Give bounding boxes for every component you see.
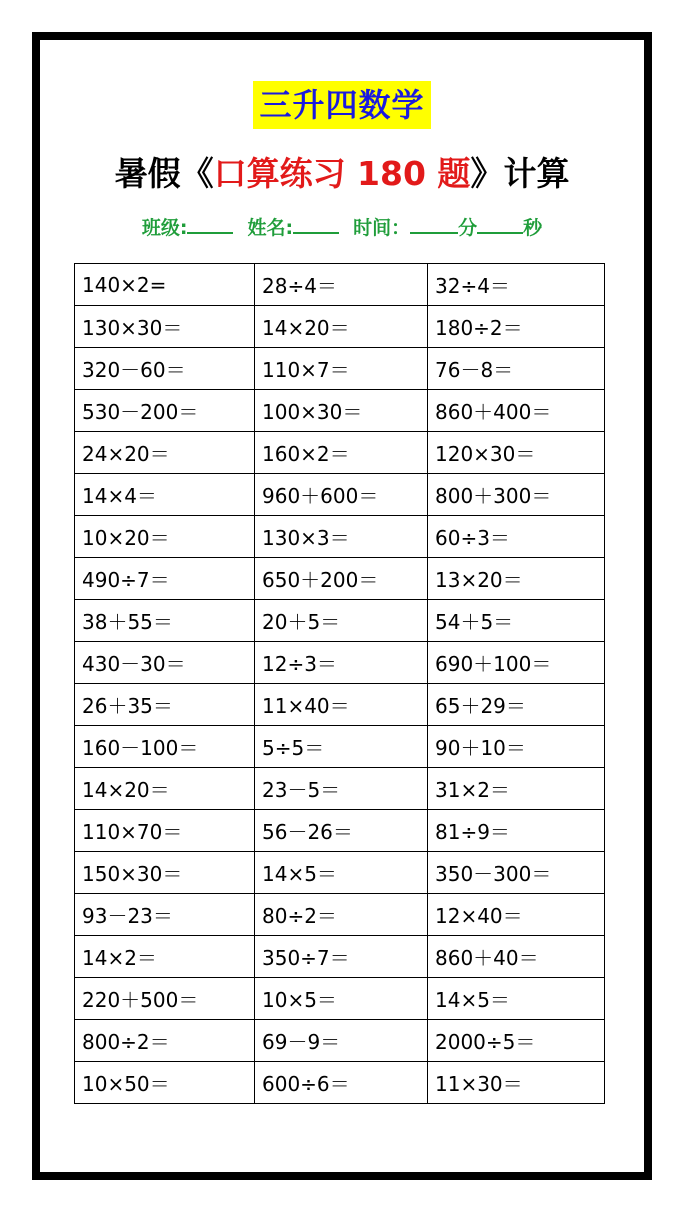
- class-label: 班级:: [141, 217, 188, 239]
- problem-cell: 56－26＝: [255, 810, 428, 852]
- table-row: [75, 390, 605, 432]
- problem-cell: 350÷7＝: [255, 936, 428, 978]
- minutes-blank: [410, 212, 458, 234]
- problem-cell: 650＋200＝: [255, 558, 428, 600]
- table-row: [75, 894, 605, 936]
- problem-cell: 54＋5＝: [428, 600, 605, 642]
- seconds-blank: [477, 212, 523, 234]
- problem-cell: 69－9＝: [255, 1020, 428, 1062]
- title-prefix: 暑假《: [114, 154, 214, 193]
- table-row: [75, 810, 605, 852]
- table-row: [75, 852, 605, 894]
- student-info-line: [40, 212, 644, 242]
- problem-cell: 76－8＝: [428, 348, 605, 390]
- table-row: [75, 516, 605, 558]
- problem-cell: 14×20＝: [75, 768, 255, 810]
- problem-cell: 5÷5＝: [255, 726, 428, 768]
- problem-cell: 32÷4＝: [428, 264, 605, 306]
- problem-cell: 10×5＝: [255, 978, 428, 1020]
- title-highlight: 口算练习 180 题: [213, 154, 471, 193]
- problem-cell: 150×30＝: [75, 852, 255, 894]
- worksheet-title: [40, 152, 644, 196]
- problem-cell: 28÷4＝: [255, 264, 428, 306]
- problem-cell: 24×20＝: [75, 432, 255, 474]
- problem-cell: 11×30＝: [428, 1062, 605, 1104]
- table-row: [75, 768, 605, 810]
- table-row: [75, 684, 605, 726]
- problem-cell: 11×40＝: [255, 684, 428, 726]
- problem-cell: 800＋300＝: [428, 474, 605, 516]
- problem-cell: 220＋500＝: [75, 978, 255, 1020]
- problem-cell: 130×3＝: [255, 516, 428, 558]
- table-row: [75, 978, 605, 1020]
- problem-cell: 120×30＝: [428, 432, 605, 474]
- table-row: [75, 600, 605, 642]
- problem-cell: 160－100＝: [75, 726, 255, 768]
- problem-cell: 10×50＝: [75, 1062, 255, 1104]
- problem-cell: 100×30＝: [255, 390, 428, 432]
- table-row: [75, 306, 605, 348]
- table-row: [75, 642, 605, 684]
- table-row: [75, 726, 605, 768]
- problem-cell: 81÷9＝: [428, 810, 605, 852]
- problem-cell: 130×30＝: [75, 306, 255, 348]
- problem-table-body: [75, 264, 605, 1104]
- problem-cell: 90＋10＝: [428, 726, 605, 768]
- problem-cell: 2000÷5＝: [428, 1020, 605, 1062]
- table-row: [75, 1020, 605, 1062]
- problem-cell: 860＋40＝: [428, 936, 605, 978]
- problem-cell: 60÷3＝: [428, 516, 605, 558]
- problem-cell: 800÷2＝: [75, 1020, 255, 1062]
- problem-cell: 14×20＝: [255, 306, 428, 348]
- problem-table: [74, 263, 605, 1104]
- problem-cell: 690＋100＝: [428, 642, 605, 684]
- problem-cell: 10×20＝: [75, 516, 255, 558]
- problem-cell: 860＋400＝: [428, 390, 605, 432]
- problem-cell: 14×2＝: [75, 936, 255, 978]
- title-suffix: 》计算: [470, 154, 570, 193]
- table-row: [75, 558, 605, 600]
- problem-cell: 110×70＝: [75, 810, 255, 852]
- problem-cell: 80÷2＝: [255, 894, 428, 936]
- problem-cell: 23－5＝: [255, 768, 428, 810]
- problem-cell: 490÷7＝: [75, 558, 255, 600]
- problem-cell: 93－23＝: [75, 894, 255, 936]
- table-row: [75, 264, 605, 306]
- problem-cell: 12÷3＝: [255, 642, 428, 684]
- problem-cell: 180÷2＝: [428, 306, 605, 348]
- seconds-label: 秒: [523, 217, 543, 239]
- problem-cell: 38＋55＝: [75, 600, 255, 642]
- time-label: 时间：: [353, 217, 411, 239]
- name-label: 姓名:: [247, 217, 294, 239]
- problem-cell: 13×20＝: [428, 558, 605, 600]
- problem-cell: 14×4＝: [75, 474, 255, 516]
- problem-cell: 14×5＝: [255, 852, 428, 894]
- problem-cell: 530－200＝: [75, 390, 255, 432]
- table-row: [75, 936, 605, 978]
- grade-badge: 三升四数学: [253, 81, 430, 129]
- table-row: [75, 432, 605, 474]
- problem-cell: 12×40＝: [428, 894, 605, 936]
- problem-cell: 31×2＝: [428, 768, 605, 810]
- table-row: [75, 348, 605, 390]
- problem-cell: 320－60＝: [75, 348, 255, 390]
- problem-cell: 430－30＝: [75, 642, 255, 684]
- class-blank: [187, 212, 233, 234]
- problem-cell: 600÷6＝: [255, 1062, 428, 1104]
- name-blank: [293, 212, 339, 234]
- problem-cell: 160×2＝: [255, 432, 428, 474]
- problem-cell: 140×2=: [75, 264, 255, 306]
- problem-cell: 350－300＝: [428, 852, 605, 894]
- grade-badge-wrap: [40, 81, 644, 129]
- problem-cell: 20＋5＝: [255, 600, 428, 642]
- minutes-label: 分: [458, 217, 478, 239]
- problem-cell: 65＋29＝: [428, 684, 605, 726]
- problem-cell: 26＋35＝: [75, 684, 255, 726]
- table-row: [75, 1062, 605, 1104]
- problem-cell: 110×7＝: [255, 348, 428, 390]
- table-row: [75, 474, 605, 516]
- problem-cell: 960＋600＝: [255, 474, 428, 516]
- problem-cell: 14×5＝: [428, 978, 605, 1020]
- worksheet-frame: [32, 32, 652, 1180]
